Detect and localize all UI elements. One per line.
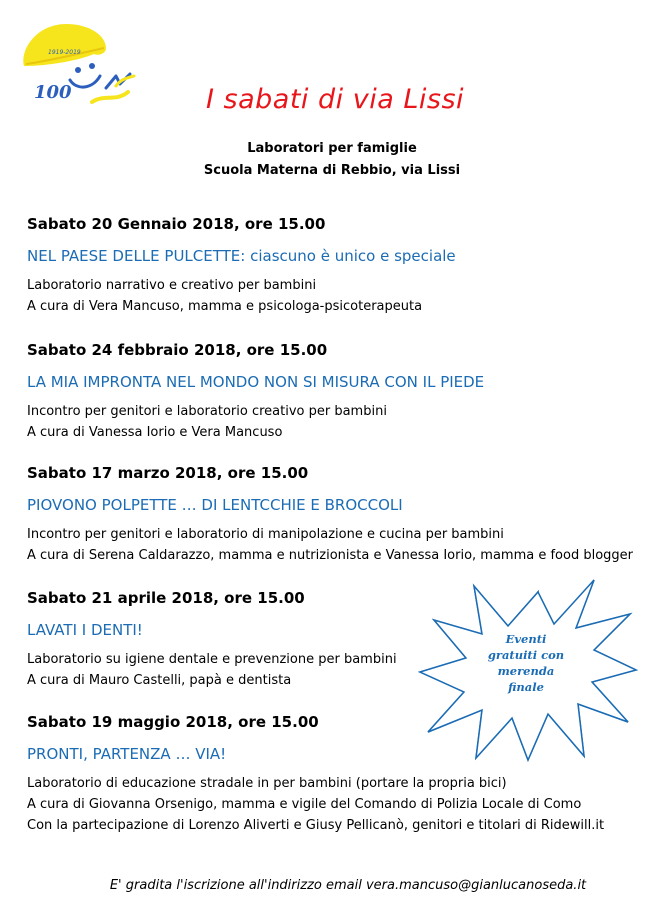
event-date: Sabato 21 aprile 2018, ore 15.00	[27, 589, 305, 607]
subtitle-line-2: Scuola Materna di Rebbio, via Lissi	[203, 163, 461, 178]
event-title-main: PRONTI, PARTENZA … VIA!	[27, 745, 227, 763]
event-description-line: Incontro per genitori e laboratorio creativo per bambini	[27, 404, 387, 419]
starburst-line: gratuiti con	[487, 648, 565, 662]
event-description	[27, 773, 647, 836]
event-title-main: LA MIA IMPRONTA NEL MONDO NON SI MISURA CON IL PIEDE	[27, 373, 485, 391]
event-title	[27, 495, 647, 515]
event-description	[27, 401, 647, 443]
footer-note: E' gradita l'iscrizione all'indirizzo email vera.mancuso@gianlucanoseda.it	[109, 878, 587, 893]
logo-band-text: 1919-2019	[48, 49, 81, 56]
event-title-tail: ciascuno è unico e speciale	[245, 247, 456, 265]
event-date: Sabato 24 febbraio 2018, ore 15.00	[27, 341, 328, 359]
event-title-main: LAVATI I DENTI!	[27, 621, 143, 639]
event-description	[27, 275, 647, 317]
event-description-line: Incontro per genitori e laboratorio di manipolazione e cucina per bambini	[27, 527, 504, 542]
logo-text: 100	[34, 82, 72, 103]
subtitle-line-1: Laboratori per famiglie	[247, 141, 417, 156]
event-description-line: A cura di Vera Mancuso, mamma e psicologa-psicoterapeuta	[27, 299, 423, 314]
event-description-line: Con la partecipazione di Lorenzo Aliverti e Giusy Pellicanò, genitori e titolari di Ridewill.it	[27, 818, 605, 833]
event-description-line: A cura di Mauro Castelli, papà e dentista	[27, 673, 292, 688]
event-description-line: Laboratorio di educazione stradale in per bambini (portare la propria bici)	[27, 776, 507, 791]
event-title	[27, 372, 647, 392]
event-date: Sabato 20 Gennaio 2018, ore 15.00	[27, 215, 326, 233]
event-date: Sabato 17 marzo 2018, ore 15.00	[27, 464, 309, 482]
event-title-main: PIOVONO POLPETTE … DI LENTCCHIE E BROCCOLI	[27, 496, 403, 514]
event-block	[27, 463, 647, 566]
event-title-main: NEL PAESE DELLE PULCETTE:	[27, 247, 246, 265]
starburst-line: finale	[508, 680, 544, 694]
event-description-line: A cura di Serena Caldarazzo, mamma e nutrizionista e Vanessa Iorio, mamma e food blogger	[27, 548, 634, 563]
event-block	[27, 340, 647, 443]
page-title: I sabati di via Lissi	[205, 84, 465, 115]
event-date: Sabato 19 maggio 2018, ore 15.00	[27, 713, 319, 731]
event-description-line: Laboratorio su igiene dentale e prevenzione per bambini	[27, 652, 397, 667]
starburst-text	[466, 631, 586, 695]
event-description	[27, 524, 647, 566]
starburst-line: Eventi	[505, 632, 547, 646]
event-description-line: A cura di Vanessa Iorio e Vera Mancuso	[27, 425, 283, 440]
event-description-line: A cura di Giovanna Orsenigo, mamma e vigile del Comando di Polizia Locale di Como	[27, 797, 582, 812]
starburst-line: merenda	[497, 664, 555, 678]
event-description-line: Laboratorio narrativo e creativo per bambini	[27, 278, 317, 293]
event-title	[27, 246, 647, 266]
event-block	[27, 214, 647, 317]
